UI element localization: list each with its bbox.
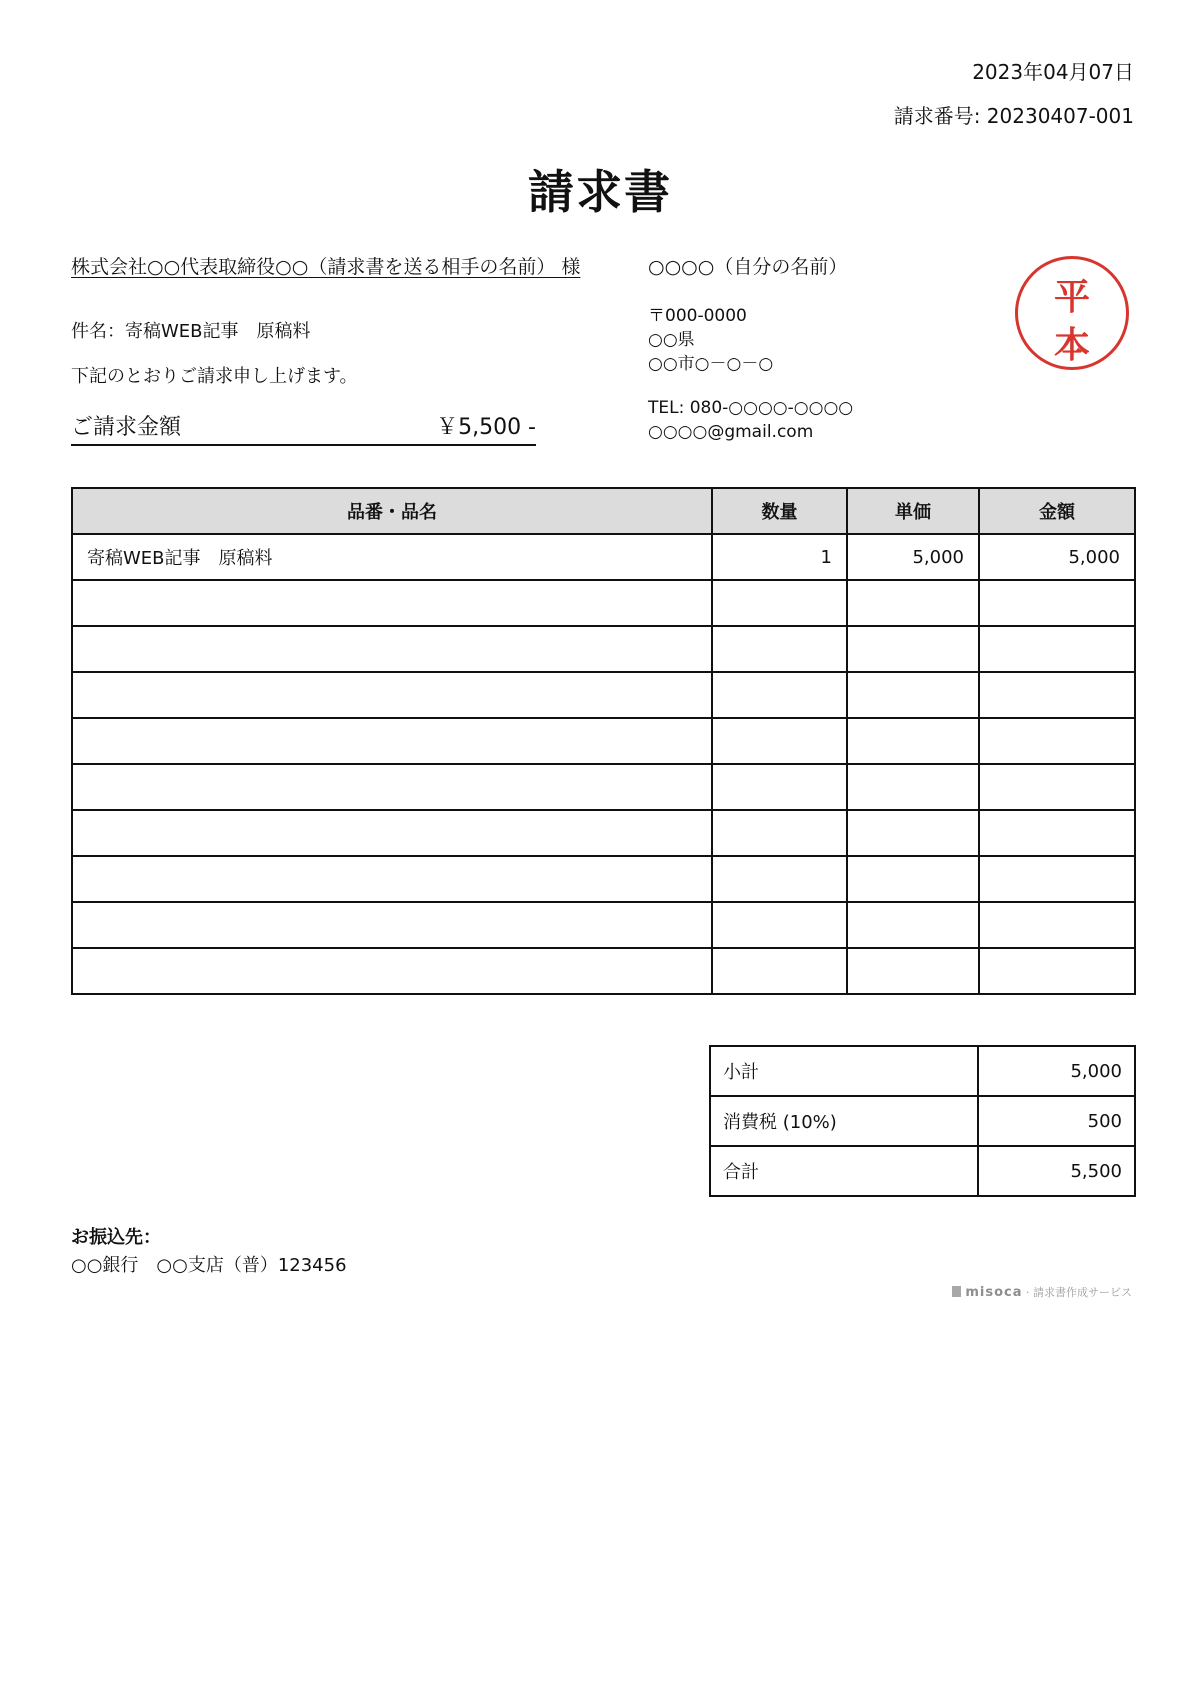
table-row (72, 534, 1135, 580)
totals-table (709, 1045, 1136, 1197)
recipient-name: 株式会社○○代表取締役○○（請求書を送る相手の名前） 様 (71, 256, 581, 278)
table-row (72, 580, 1135, 626)
bank-transfer-label: お振込先： (71, 1227, 161, 1248)
invoice-date: 2023年04月07日 (972, 60, 1134, 84)
header-amount: 金額 (979, 488, 1135, 534)
header-item-name: 品番・品名 (72, 488, 712, 534)
item-name-cell (72, 626, 712, 672)
table-row (72, 626, 1135, 672)
document-title: 請求書 (528, 165, 672, 219)
misoca-logo-icon (952, 1286, 961, 1297)
quantity-cell (712, 902, 847, 948)
tax-label: 消費税 (10%) (710, 1096, 978, 1146)
seal-char-top: 平 (1053, 277, 1090, 318)
amount-cell (979, 580, 1135, 626)
quantity-cell (712, 626, 847, 672)
item-name-cell (72, 764, 712, 810)
sender-prefecture: ○○県 (648, 330, 695, 350)
amount-cell (979, 672, 1135, 718)
grand-total-label: 合計 (710, 1146, 978, 1196)
sender-name: ○○○○（自分の名前） (648, 256, 848, 278)
unit-price-cell (847, 948, 979, 994)
item-name-cell (72, 672, 712, 718)
unit-price-cell (847, 902, 979, 948)
amount-cell (979, 856, 1135, 902)
item-name-cell: 寄稿WEB記事 原稿料 (72, 534, 712, 580)
unit-price-cell: 5,000 (847, 534, 979, 580)
sender-tel: TEL: 080-○○○○-○○○○ (648, 398, 854, 418)
invoice-subject: 件名：寄稿WEB記事 原稿料 (71, 321, 311, 342)
header-quantity: 数量 (712, 488, 847, 534)
amount-cell (979, 810, 1135, 856)
quantity-cell (712, 672, 847, 718)
quantity-cell (712, 810, 847, 856)
quantity-cell (712, 580, 847, 626)
sender-email: ○○○○@gmail.com (648, 422, 814, 442)
item-name-cell (72, 856, 712, 902)
brand-tagline: · 請求書作成サービス (1026, 1286, 1132, 1299)
unit-price-cell (847, 580, 979, 626)
line-items-table (71, 487, 1136, 995)
table-row (72, 948, 1135, 994)
total-amount-box (71, 410, 536, 446)
quantity-cell (712, 856, 847, 902)
amount-cell (979, 902, 1135, 948)
footer-branding (952, 1284, 1132, 1300)
amount-cell (979, 626, 1135, 672)
table-row (72, 902, 1135, 948)
unit-price-cell (847, 672, 979, 718)
header-unit-price: 単価 (847, 488, 979, 534)
bank-transfer-details: ○○銀行 ○○支店（普）123456 (71, 1255, 347, 1276)
sender-address (648, 304, 773, 376)
grand-total-row (710, 1146, 1135, 1196)
amount-cell (979, 718, 1135, 764)
sender-postal-code: 〒000-0000 (648, 306, 747, 326)
amount-cell (979, 948, 1135, 994)
grand-total-value: 5,500 (978, 1146, 1135, 1196)
item-name-cell (72, 718, 712, 764)
unit-price-cell (847, 718, 979, 764)
quantity-cell (712, 764, 847, 810)
table-row (72, 810, 1135, 856)
table-row (72, 856, 1135, 902)
personal-seal-stamp (1015, 256, 1129, 370)
quantity-cell: 1 (712, 534, 847, 580)
item-name-cell (72, 902, 712, 948)
subtotal-label: 小計 (710, 1046, 978, 1096)
table-row (72, 672, 1135, 718)
invoice-lead-text: 下記のとおりご請求申し上げます。 (71, 366, 358, 387)
amount-cell (979, 764, 1135, 810)
brand-name: misoca (965, 1285, 1023, 1300)
invoice-number: 請求番号: 20230407-001 (893, 104, 1134, 128)
quantity-cell (712, 948, 847, 994)
unit-price-cell (847, 764, 979, 810)
item-name-cell (72, 810, 712, 856)
table-row (72, 764, 1135, 810)
amount-cell: 5,000 (979, 534, 1135, 580)
sender-city: ○○市○－○－○ (648, 354, 774, 374)
item-name-cell (72, 948, 712, 994)
table-header-row (72, 488, 1135, 534)
unit-price-cell (847, 856, 979, 902)
seal-char-bottom: 本 (1053, 325, 1090, 366)
tax-row (710, 1096, 1135, 1146)
subtotal-row (710, 1046, 1135, 1096)
subtotal-value: 5,000 (978, 1046, 1135, 1096)
total-amount-label: ご請求金額 (71, 415, 182, 440)
quantity-cell (712, 718, 847, 764)
tax-value: 500 (978, 1096, 1135, 1146)
item-name-cell (72, 580, 712, 626)
unit-price-cell (847, 626, 979, 672)
table-row (72, 718, 1135, 764)
sender-contact (648, 396, 853, 444)
unit-price-cell (847, 810, 979, 856)
total-amount-value: ￥5,500 - (436, 415, 536, 440)
